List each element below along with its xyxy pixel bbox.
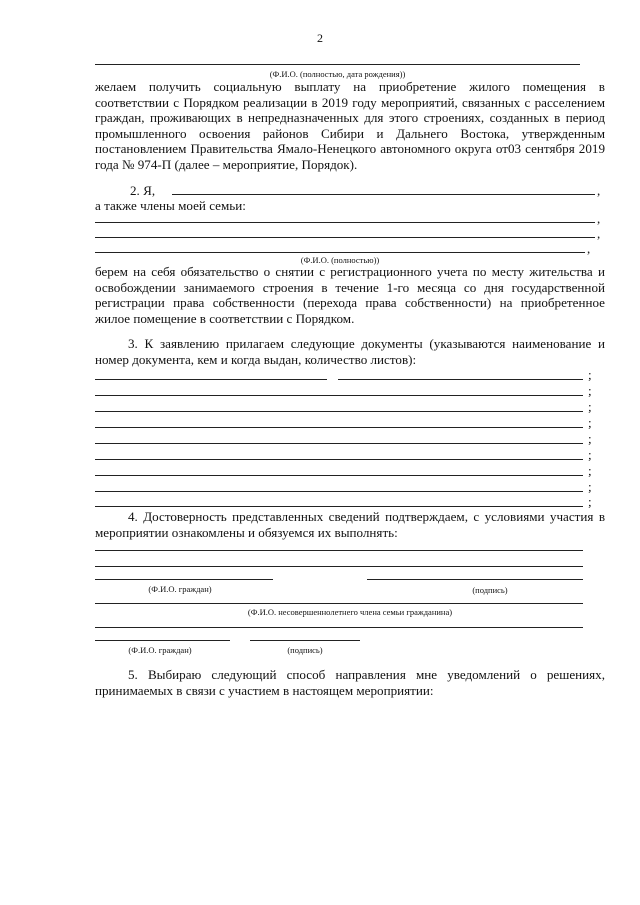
fio-birth-caption: (Ф.И.О. (полностью, дата рождения)) [269, 69, 406, 79]
family-line-2[interactable] [95, 237, 595, 238]
doc-line-7-semicolon: ; [588, 463, 592, 478]
doc-line-8[interactable] [95, 491, 583, 492]
doc-line-8-semicolon: ; [588, 479, 592, 494]
family-fio-caption: (Ф.И.О. (полностью)) [300, 255, 380, 265]
item3-paragraph [95, 336, 605, 367]
citizens-fio-caption: (Ф.И.О. граждан) [148, 584, 212, 594]
item2-name-line[interactable] [172, 194, 595, 195]
doc-line-6-semicolon: ; [588, 447, 592, 462]
citizens-signature-caption: (подпись) [472, 585, 508, 595]
minor-line-2[interactable] [95, 627, 583, 628]
doc-line-2[interactable] [95, 395, 583, 396]
doc-line-3-semicolon: ; [588, 399, 592, 414]
item5-text: 5. Выбираю следующий способ направления мне уведомлений о решениях, принимаемых в связи с участием в настоящем мероприятии: [95, 667, 605, 698]
item2-family-label: а также члены моей семьи: [95, 198, 246, 213]
minor-fio-caption: (Ф.И.О. несовершеннолетнего члена семьи гражданина) [247, 607, 453, 617]
doc-line-6[interactable] [95, 459, 583, 460]
minor-signature-line[interactable] [250, 640, 360, 641]
doc-line-5-semicolon: ; [588, 431, 592, 446]
doc-line-1-semicolon: ; [588, 367, 592, 382]
item2-name-comma: , [597, 183, 601, 198]
family-line-3[interactable] [95, 252, 585, 253]
doc-line-9-semicolon: ; [588, 494, 592, 509]
doc-line-3[interactable] [95, 411, 583, 412]
doc-line-1b[interactable] [338, 379, 583, 380]
item3-text: 3. К заявлению прилагаем следующие документы (указываются наименование и номер документа, кем и когда выдан, количество листов): [95, 336, 605, 367]
minor-fio-line[interactable] [95, 603, 583, 604]
citizens-signature-line[interactable] [367, 579, 583, 580]
doc-line-4[interactable] [95, 427, 583, 428]
minor-citizens-line[interactable] [95, 640, 230, 641]
family-line-1-comma: , [597, 211, 601, 226]
doc-line-5[interactable] [95, 443, 583, 444]
doc-line-4-semicolon: ; [588, 415, 592, 430]
family-line-2-comma: , [597, 226, 601, 241]
minor-citizens-caption: (Ф.И.О. граждан) [128, 645, 192, 655]
item2-obligation: берем на себя обязательство о снятии с регистрационного учета по месту жительства и освобождении занимаемого строения в течение 1-го месяца со дня государственной регистрации права собственности (перехода права собственности) на приобретенное жилое помещение в соответствии с Порядком. [95, 264, 605, 326]
doc-line-9[interactable] [95, 506, 583, 507]
doc-line-7[interactable] [95, 475, 583, 476]
fio-birth-line[interactable] [95, 64, 580, 65]
doc-line-2-semicolon: ; [588, 383, 592, 398]
consent-line-2[interactable] [95, 566, 583, 567]
item4-text: 4. Достоверность представленных сведений подтверждаем, с условиями участия в мероприятии ознакомлены и обязуемся их выполнять: [95, 509, 605, 540]
item4-paragraph [95, 509, 605, 540]
item2-lead: 2. Я, [130, 183, 156, 198]
intro-paragraph: желаем получить социальную выплату на приобретение жилого помещения в соответствии с Порядком реализации в 2019 году мероприятий, связанных с расселением граждан, проживающих в непредназначенных для этого строениях, созданных в период промышленного освоения районов Сибири и Дальнего Востока, утвержденным постановлением Правительства Ямало-Ненецкого автономного округа от03 сентября 2019 года № 974-П (далее – мероприятие, Порядок). [95, 79, 605, 172]
page-number: 2 [317, 31, 323, 45]
citizens-fio-line[interactable] [95, 579, 273, 580]
minor-signature-caption: (подпись) [287, 645, 323, 655]
doc-line-1a[interactable] [95, 379, 327, 380]
family-line-3-comma: , [587, 241, 591, 256]
consent-line-1[interactable] [95, 550, 583, 551]
item5-paragraph [95, 667, 605, 698]
family-line-1[interactable] [95, 222, 595, 223]
